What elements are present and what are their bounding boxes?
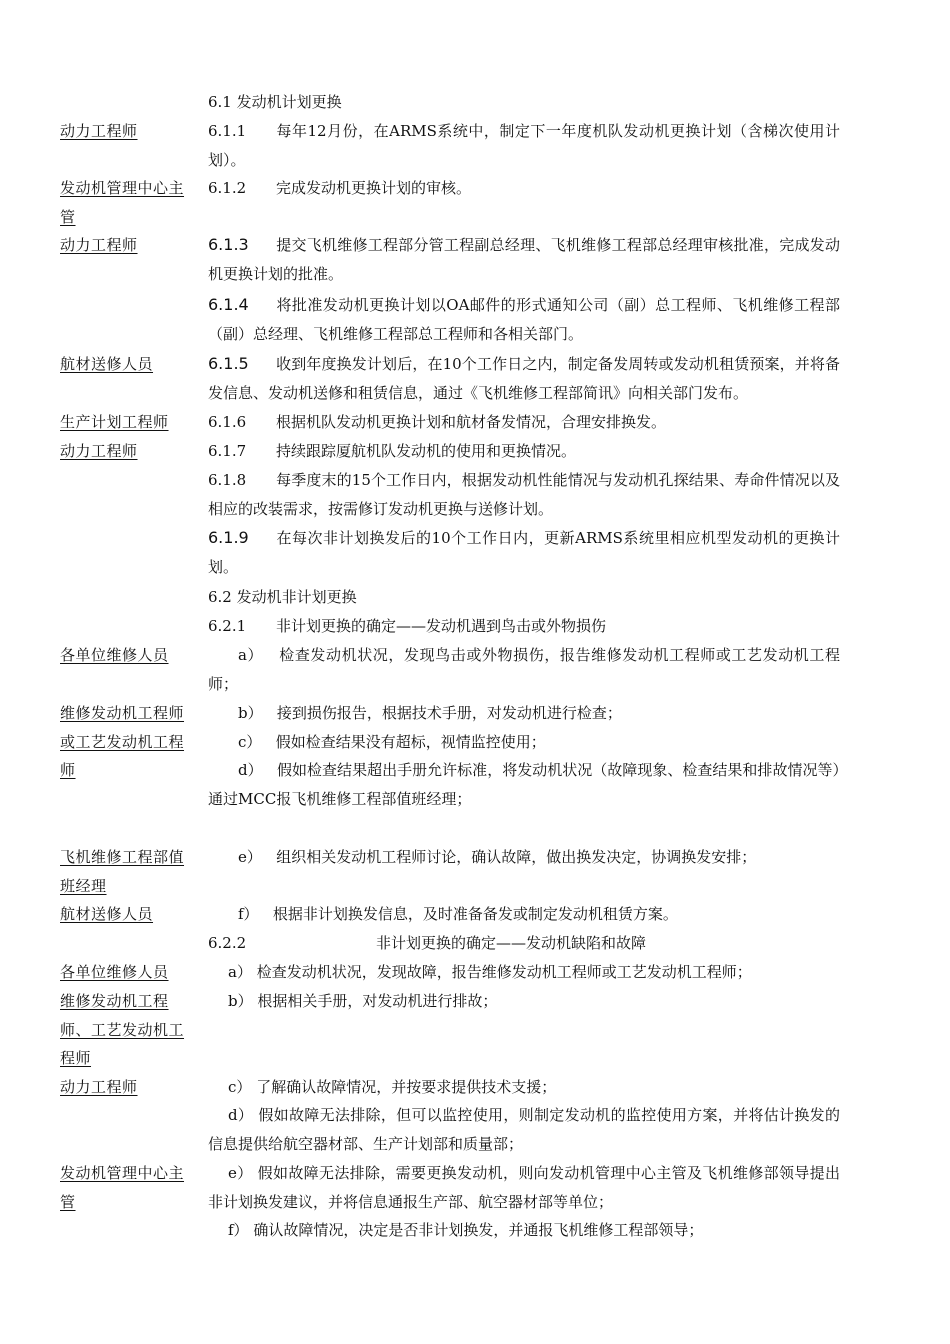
step-b1 [208,699,840,728]
step-text: 了解确认故障情况，并按要求提供技术支援； [256,1078,557,1096]
role-label: 维修发动机工程师或工艺发动机工程师 [60,704,185,780]
step-c2 [208,1073,840,1102]
item-6-1-5 [208,350,840,407]
step-mark: d） [228,1106,254,1124]
role-label: 生产计划工程师 [60,413,169,431]
step-f2 [208,1216,840,1245]
section-6-2-title: 6.2 发动机非计划更换 [208,588,357,606]
step-text: 确认故障情况，决定是否非计划换发，并通报飞机维修工程部领导； [253,1221,704,1239]
step-text: 组织相关发动机工程师讨论，确认故障，做出换发决定，协调换发安排； [276,848,757,866]
item-number: 6.1.1 [208,122,247,140]
section-number: 6.2.2 [208,934,247,952]
step-b2 [208,987,840,1016]
section-title: 非计划更换的确定——发动机缺陷和故障 [376,934,647,952]
item-text: 持续跟踪厦航机队发动机的使用和更换情况。 [276,442,577,460]
step-mark: f） [228,1221,249,1239]
step-d2 [208,1101,840,1158]
section-6-1-title: 6.1 发动机计划更换 [208,93,342,111]
step-mark: d） [238,761,263,779]
step-c1 [208,728,840,757]
step-mark: a） [228,963,252,981]
role-label: 发动机管理中心主管 [60,1164,185,1211]
step-mark: f） [238,905,259,923]
item-text: 每年12月份，在ARMS系统中，制定下一年度机队发动机更换计划（含梯次使用计划）。 [208,122,840,169]
item-6-1-8 [208,466,840,523]
item-6-1-6 [208,408,840,437]
item-number: 6.1.9 [208,528,249,547]
item-6-1-7 [208,437,840,466]
section-number: 6.2.1 [208,617,247,635]
role-label: 动力工程师 [60,442,138,460]
step-text: 检查发动机状况，发现鸟击或外物损伤，报告维修发动机工程师或工艺发动机工程师； [208,646,840,693]
role-label: 动力工程师 [60,122,138,140]
item-6-1-2 [208,174,840,203]
item-6-1-4 [208,291,840,348]
step-text: 假如故障无法排除，但可以监控使用，则制定发动机的监控使用方案，并将估计换发的信息提供给航空器材部、生产计划部和质量部； [208,1106,840,1153]
item-text: 提交飞机维修工程部分管工程副总经理、飞机维修工程部总经理审核批准，完成发动机更换计划的批准。 [208,236,840,283]
role-label: 发动机管理中心主管 [60,179,185,226]
role-label: 飞机维修工程部值班经理 [60,848,185,895]
item-number: 6.1.5 [208,354,249,373]
step-a2 [208,958,840,987]
step-text: 假如检查结果没有超标，视情监控使用； [275,733,546,751]
role-label: 动力工程师 [60,1078,138,1096]
item-6-1-3 [208,231,840,288]
item-6-1-1 [208,117,840,174]
step-mark: c） [238,733,262,751]
step-f1 [208,900,840,929]
item-text: 收到年度换发计划后，在10个工作日之内，制定备发周转或发动机租赁预案，并将备发信息、发动机送修和租赁信息，通过《飞机维修工程部简讯》向相关部门发布。 [208,355,840,402]
step-text: 根据非计划换发信息，及时准备备发或制定发动机租赁方案。 [272,905,678,923]
role-label: 航材送修人员 [60,355,154,373]
step-mark: c） [228,1078,252,1096]
step-text: 假如检查结果超出手册允许标准，将发动机状况（故障现象、检查结果和排故情况等）通过MCC报飞机维修工程部值班经理； [208,761,840,808]
step-d1 [208,756,840,813]
item-number: 6.1.8 [208,471,247,489]
step-mark: e） [228,1164,253,1182]
role-label: 各单位维修人员 [60,963,169,981]
step-a1 [208,641,840,698]
item-number: 6.1.7 [208,442,247,460]
step-e2 [208,1159,840,1216]
role-label: 航材送修人员 [60,905,154,923]
section-6-2-1 [208,612,840,641]
step-e1 [208,843,840,872]
step-text: 检查发动机状况，发现故障，报告维修发动机工程师或工艺发动机工程师； [256,963,752,981]
item-number: 6.1.4 [208,295,249,314]
item-number: 6.1.6 [208,413,247,431]
role-label: 维修发动机工程师、工艺发动机工程师 [60,992,185,1068]
step-mark: b） [238,704,263,722]
step-text: 接到损伤报告，根据技术手册，对发动机进行检查； [276,704,622,722]
section-6-2-2 [208,929,840,958]
item-text: 将批准发动机更换计划以OA邮件的形式通知公司（副）总工程师、飞机维修工程部（副）总经理、飞机维修工程部总工程师和各相关部门。 [208,296,840,343]
role-label: 动力工程师 [60,236,138,254]
item-text: 完成发动机更换计划的审核。 [276,179,472,197]
step-text: 假如故障无法排除，需要更换发动机，则向发动机管理中心主管及飞机维修部领导提出非计划换发建议，并将信息通报生产部、航空器材部等单位； [208,1164,840,1211]
section-title: 非计划更换的确定——发动机遇到鸟击或外物损伤 [276,617,607,635]
item-text: 在每次非计划换发后的10个工作日内，更新ARMS系统里相应机型发动机的更换计划。 [208,529,840,576]
step-mark: b） [228,992,253,1010]
item-text: 根据机队发动机更换计划和航材备发情况，合理安排换发。 [276,413,667,431]
step-mark: e） [238,848,262,866]
item-6-1-9 [208,524,840,581]
item-number: 6.1.2 [208,179,247,197]
step-text: 根据相关手册，对发动机进行排故； [257,992,498,1010]
step-mark: a） [238,646,264,664]
item-number: 6.1.3 [208,235,249,254]
role-label: 各单位维修人员 [60,646,169,664]
item-text: 每季度末的15个工作日内，根据发动机性能情况与发动机孔探结果、寿命件情况以及相应的改装需求，按需修订发动机更换与送修计划。 [208,471,840,518]
